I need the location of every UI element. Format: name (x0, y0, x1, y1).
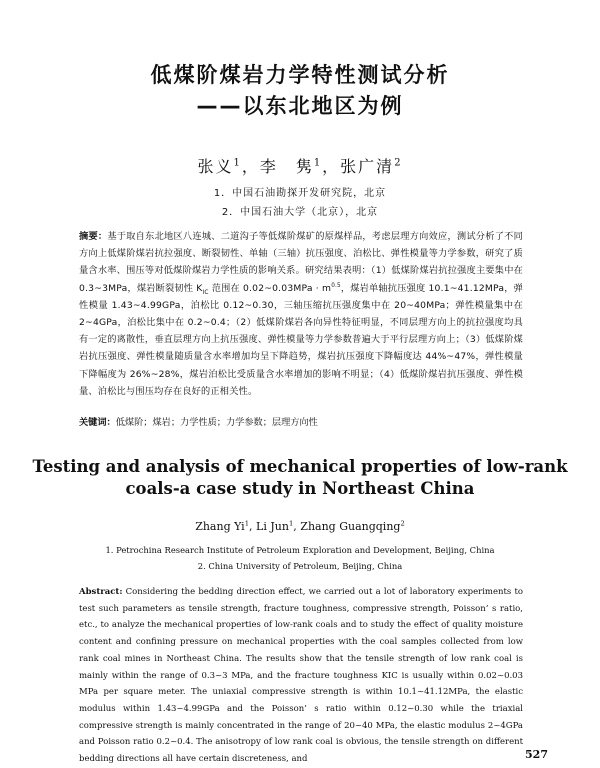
affiliation-mark: 1 (233, 157, 242, 169)
chinese-title-line-2: ——以东北地区为例 (196, 94, 404, 118)
author-separator: , (293, 520, 301, 533)
unit-exponent: 0.5 (331, 282, 341, 289)
author-name: 李 隽 (259, 157, 314, 176)
chinese-abstract-text: ，煤岩单轴抗压强度 10.1~41.12MPa，弹性模量 1.43~4.99GPa，泊松比 0.12~0.30，三轴压缩抗压强度集中在 20~40MPa；弹性模量集中在 2~4GPa，泊松比集中在 0.2~0.4；（2）低煤阶煤岩各向异性特征明显，不同层理方向上的抗拉强度均具有一定的离散性，垂直层理方向上抗压强度、弹性模量等力学参数普遍大于平行层理方向上；（3）低煤阶煤岩抗压强度、弹性模量随质量含水率增加均呈下降趋势，煤岩抗压强度下降幅度达 44%~47%，弹性模量下降幅度为 26%~28%，煤岩泊松比受质量含水率增加的影响不明显；（4）低煤阶煤岩抗压强度、弹性模量、泊松比与围压均存在良好的正相关性。 (79, 282, 523, 397)
english-abstract-label: Abstract: (79, 587, 123, 597)
english-title-line-2: coals-a case study in Northeast China (125, 479, 475, 498)
page-number: 527 (525, 748, 548, 761)
affiliation-mark: 2 (394, 157, 403, 169)
english-affiliation-1: 1. Petrochina Research Institute of Petroleum Exploration and Development, Beijing, China (105, 545, 495, 555)
author-name: Li Jun (256, 520, 289, 533)
author-name: 张广清 (340, 157, 395, 176)
chinese-affiliation-2: 2．中国石油大学（北京），北京 (221, 207, 379, 218)
english-title-line-1: Testing and analysis of mechanical properties of low-rank (32, 457, 568, 476)
chinese-keywords (79, 414, 523, 431)
english-authors (0, 520, 600, 533)
chinese-abstract-label: 摘要： (79, 231, 108, 242)
chinese-keywords-label: 关键词： (79, 417, 116, 428)
chinese-abstract (79, 228, 523, 400)
english-abstract-text: Considering the bedding direction effect, we carried out a lot of laboratory experiments to test such parameters as tensile strength, fracture toughness, compressive strength, Poisson’ s ratio, etc., to analyze the mechanical properties of low-rank coals and to study the effect of quality moisture content and confining pressure on mechanical properties with the coal samples collected from low rank coal mines in Northeast China. The results show that the tensile strength of low rank coal is mainly within the range of 0.3~3 MPa, and the fracture toughness KIC is usually within 0.02~0.03 MPa per square meter. The uniaxial compressive strength is within 10.1~41.12MPa, the elastic modulus within 1.43~4.99GPa and the Poisson’ s ratio within 0.12~0.30 while the triaxial compressive strength is mainly concentrated in the range of 20~40 MPa, the elastic modulus 2~4GPa and Poisson ratio 0.2~0.4. The anisotropy of low rank coal is obvious, the tensile strength on different bedding directions all have certain discreteness, and (79, 587, 523, 765)
author-name: Zhang Guangqing (300, 520, 401, 533)
chinese-affiliation-1: 1．中国石油勘探开发研究院，北京 (213, 188, 387, 199)
chinese-abstract-text: 基于取自东北地区八连城、二道沟子等低煤阶煤矿的原煤样品，考虑层理方向效应，测试分析了不同方向上低煤阶煤岩抗拉强度、断裂韧性、单轴（三轴）抗压强度、泊松比、弹性模量等力学参数，研究了质量含水率、围压等对低煤阶煤岩力学性质的影响关系。研究结果表明：（1）低煤阶煤岩抗拉强度主要集中在 0.3~3MPa，煤岩断裂韧性 K (79, 231, 523, 294)
affiliation-mark: 1 (288, 519, 294, 528)
kic-subscript: IC (202, 289, 209, 296)
author-separator: , (249, 520, 257, 533)
chinese-authors (0, 154, 600, 177)
affiliation-mark: 2 (400, 519, 405, 528)
chinese-title-line-1: 低煤阶煤岩力学特性测试分析 (150, 63, 450, 87)
author-separator: ， (322, 157, 341, 176)
author-name: 张义 (197, 157, 234, 176)
chinese-abstract-text: 范围在 0.02~0.03MPa · m (208, 282, 332, 294)
english-affiliation-2: 2. China University of Petroleum, Beijing, China (197, 561, 403, 571)
affiliation-mark: 1 (313, 157, 323, 169)
author-separator: ， (241, 157, 260, 176)
affiliation-mark: 1 (244, 519, 250, 528)
author-name: Zhang Yi (195, 520, 245, 533)
chinese-keywords-text: 低煤阶；煤岩；力学性质；力学参数；层理方向性 (115, 417, 318, 428)
english-abstract (79, 584, 523, 768)
